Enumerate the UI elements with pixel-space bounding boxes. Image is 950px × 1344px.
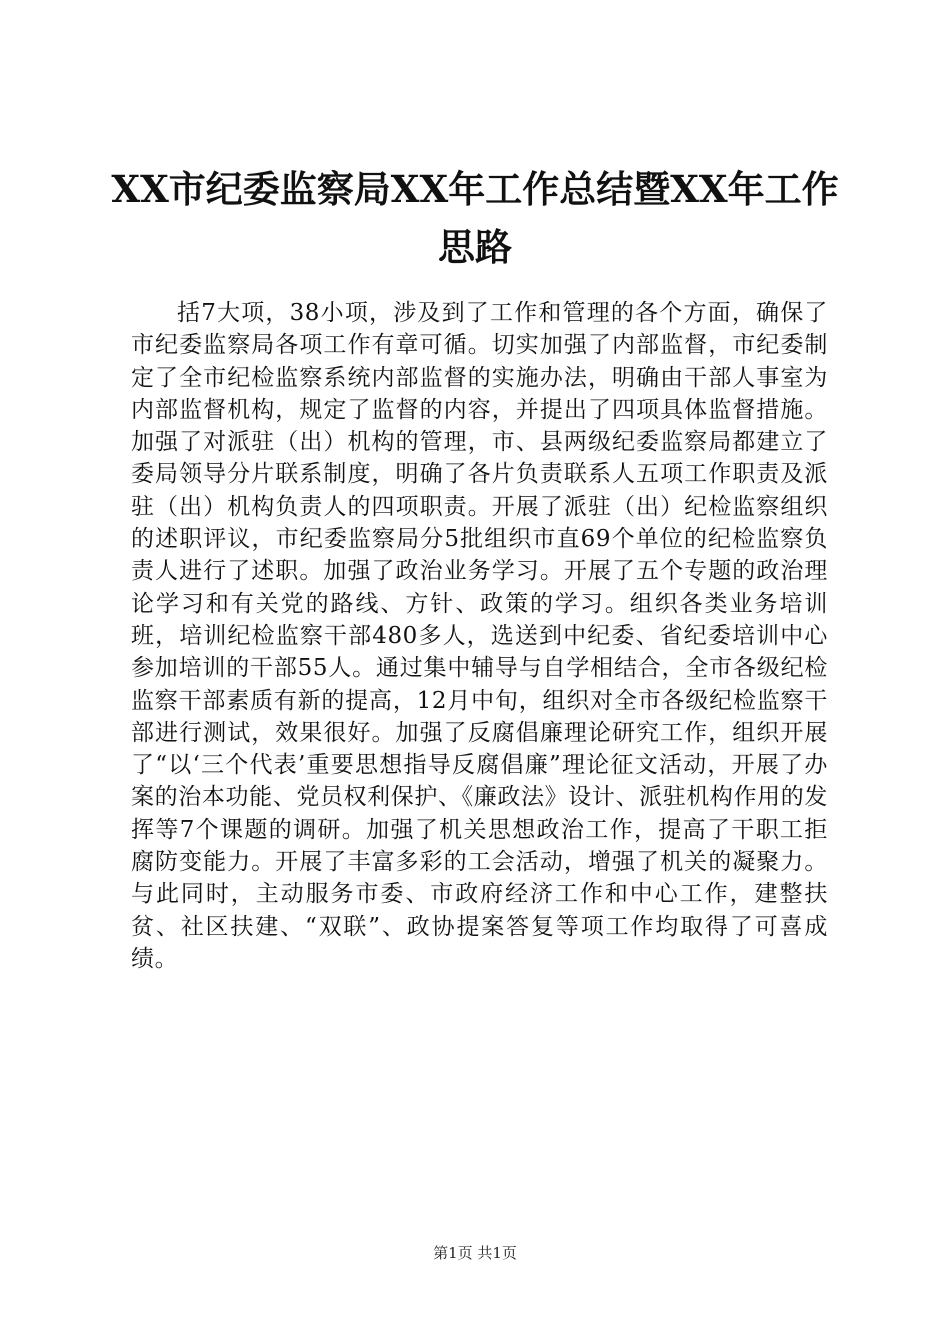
document-title: XX市纪委监察局XX年工作总结暨XX年工作思路 [111, 167, 839, 269]
page-footer: 第1页 共1页 [433, 1244, 517, 1262]
body-paragraph: 括7大项，38小项，涉及到了工作和管理的各个方面，确保了市纪委监察局各项工作有章可循。切实加强了内部监督，市纪委制定了全市纪检监察系统内部监督的实施办法，明确由干部人事室为内部监督机构，规定了监督的内容，并提出了四项具体监督措施。加强了对派驻（出）机构的管理，市、县两级纪委监察局都建立了委局领导分片联系制度，明确了各片负责联系人五项工作职责及派驻（出）机构负责人的四项职责。开展了派驻（出）纪检监察组织的述职评议，市纪委监察局分5批组织市直69个单位的纪检监察负责人进行了述职。加强了政治业务学习。开展了五个专题的政治理论学习和有关党的路线、方针、政策的学习。组织各类业务培训班，培训纪检监察干部480多人，选送到中纪委、省纪委培训中心参加培训的干部55人。通过集中辅导与自学相结合，全市各级纪检监察干部素质有新的提高，12月中旬，组织对全市各级纪检监察干部进行测试，效果很好。加强了反腐倡廉理论研究工作，组织开展了“以‘三个代表’重要思想指导反腐倡廉”理论征文活动，开展了办案的治本功能、党员权利保护、《廉政法》设计、派驻机构作用的发挥等7个课题的调研。加强了机关思想政治工作，提高了干职工拒腐防变能力。开展了丰富多彩的工会活动，增强了机关的凝聚力。与此同时，主动服务市委、市政府经济工作和中心工作，建整扶贫、社区扶建、“双联”、政协提案答复等项工作均取得了可喜成绩。 [131, 300, 828, 972]
